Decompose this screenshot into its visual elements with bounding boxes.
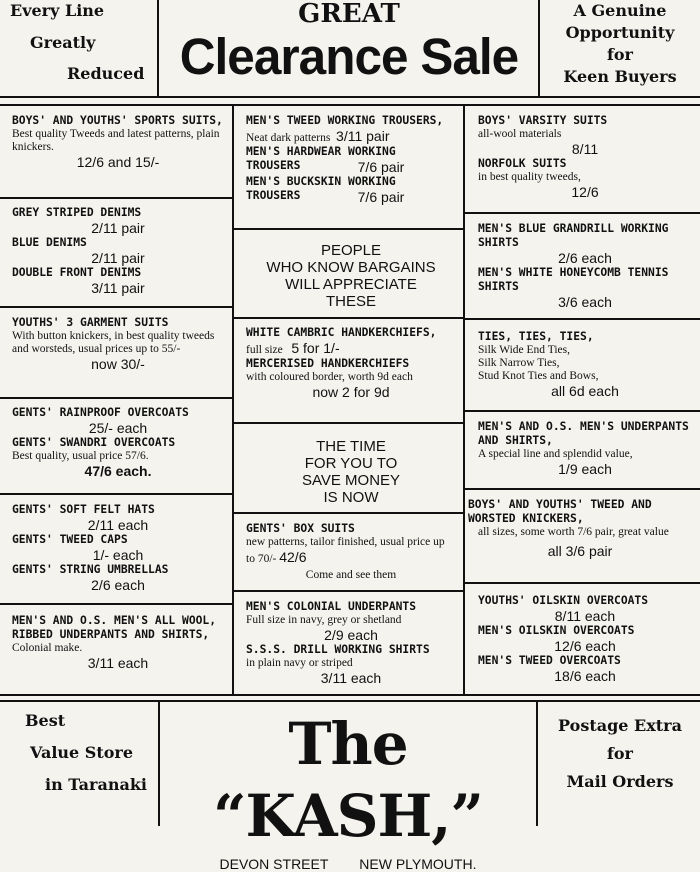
item-description: with coloured border, worth 9d each	[246, 371, 413, 383]
item-description: Colonial make.	[12, 642, 83, 654]
col2-rule	[232, 317, 464, 319]
oilskin-block	[468, 590, 698, 692]
col3-rule	[464, 488, 700, 490]
item-title: MEN'S COLONIAL UNDERPANTS	[246, 600, 417, 613]
item-title: MEN'S BLUE GRANDRILL WORKING SHIRTS	[478, 222, 669, 249]
item-price: 2/6 each	[91, 577, 145, 593]
time-callout	[236, 434, 462, 510]
title-part: 3 GARMENT SUITS	[59, 316, 169, 329]
callout-line: WILL APPRECIATE	[285, 276, 417, 293]
item-price: 47/6 each.	[84, 463, 152, 479]
item-title: GENTS' SOFT FELT HATS	[12, 503, 155, 516]
slogan-line: Value Store	[30, 743, 133, 762]
item-price: now 2 for 9d	[312, 384, 390, 400]
callout-line: FOR YOU TO	[304, 455, 398, 472]
slogan-line: in Taranaki	[45, 775, 147, 794]
callout-line: WHO KNOW BARGAINS	[266, 259, 436, 276]
header-title	[158, 0, 540, 86]
col2-rule	[232, 228, 464, 230]
item-note: Come and see them	[305, 569, 397, 581]
item-title: DOUBLE FRONT DENIMS	[12, 266, 142, 279]
item-price: 1/- each	[92, 547, 144, 563]
box-suits-block	[236, 518, 462, 590]
item-title: MEN'S AND O.S. MEN'S UNDERPANTS AND SHIRTS,	[478, 420, 689, 447]
item-price: 18/6 each	[554, 668, 616, 684]
store-name-panel	[160, 708, 536, 872]
item-line	[246, 340, 456, 357]
item-description: all sizes, some worth 7/6 pair, great value	[478, 526, 669, 538]
item-description: With button knickers, in best quality tweeds and worsteds, usual prices up to 55/-	[12, 330, 215, 355]
store-address	[160, 856, 536, 872]
item-price: 7/6 pair	[357, 159, 405, 175]
varsity-suits-block	[468, 110, 698, 210]
handkerchiefs-block	[236, 322, 462, 422]
item-price: 3/11 each	[87, 655, 149, 671]
callout-line: THE TIME	[316, 438, 386, 455]
note-line: Mail Orders	[566, 772, 674, 791]
hats-block	[2, 499, 230, 603]
item-price: 8/11	[571, 141, 599, 157]
item-price: 2/11 pair	[91, 250, 145, 266]
wool-underpants-block	[2, 610, 230, 694]
item-price: 7/6 pair	[357, 189, 405, 205]
col2-rule	[232, 512, 464, 514]
item-title: MEN'S WHITE HONEYCOMB TENNIS SHIRTS	[478, 266, 669, 293]
item-price: 1/9 each	[558, 461, 612, 477]
footer-left-slogan	[5, 712, 155, 794]
body-bottom-rule	[0, 694, 700, 696]
header-left-slogan	[10, 2, 160, 83]
item-price: 3/11 each	[320, 670, 382, 686]
item-title: S.S.S. DRILL WORKING SHIRTS	[246, 643, 430, 656]
item-description: Neat dark patterns	[246, 132, 331, 144]
col3-rule	[464, 410, 700, 412]
item-description: Silk Wide End Ties,	[478, 344, 570, 356]
item-title: BOYS' AND YOUTHS' SPORTS SUITS,	[12, 114, 223, 127]
footer-divider-right	[536, 700, 538, 826]
item-title: YOUTHS' OILSKIN OVERCOATS	[478, 594, 649, 607]
item-price: all 3/6 pair	[547, 543, 613, 559]
item-price: 5 for 1/-	[291, 340, 340, 356]
column-divider-1	[232, 104, 234, 696]
item-title: MEN'S AND O.S. MEN'S ALL WOOL, RIBBED UNDERPANTS AND SHIRTS,	[12, 614, 217, 641]
slogan-line: Keen Buyers	[563, 67, 677, 86]
item-price: 3/11 pair	[336, 128, 390, 144]
item-line	[246, 128, 456, 145]
sports-suits-block	[2, 110, 230, 196]
street-name: DEVON STREET	[219, 856, 329, 872]
title-part: YOUTHS'	[12, 316, 60, 329]
item-price: 25/- each	[88, 420, 148, 436]
header-rule	[0, 96, 700, 98]
great-label: GREAT	[298, 0, 400, 29]
item-title: BOYS' AND YOUTHS' TWEED AND WORSTED KNICKERS,	[468, 498, 652, 525]
body-top-rule	[0, 104, 700, 106]
denims-block	[2, 202, 230, 306]
footer-right-note	[540, 712, 700, 796]
footer-top-rule	[0, 700, 700, 702]
ties-block	[468, 326, 698, 410]
item-title: WHITE CAMBRIC HANDKERCHIEFS,	[246, 326, 437, 339]
people-callout	[236, 238, 462, 316]
store-name: The “KASH,”	[213, 710, 483, 850]
col3-rule	[464, 318, 700, 320]
slogan-line: for	[607, 45, 633, 64]
item-title: MEN'S BUCKSKIN WORKING TROUSERS	[246, 175, 396, 202]
overcoats-block	[2, 402, 230, 492]
item-price: 2/11 each	[87, 517, 149, 533]
col1-rule	[0, 603, 232, 605]
item-title: MEN'S TWEED OVERCOATS	[478, 654, 621, 667]
item-description: in best quality tweeds,	[478, 171, 581, 183]
item-title: MEN'S TWEED WORKING TROUSERS,	[246, 114, 444, 127]
item-description: new patterns, tailor finished, usual price up to 70/-	[246, 536, 445, 565]
item-description: Silk Narrow Ties,	[478, 357, 560, 369]
item-title: NORFOLK SUITS	[478, 157, 567, 170]
slogan-line: Opportunity	[565, 23, 675, 42]
note-line: for	[607, 744, 633, 763]
item-title: GENTS' BOX SUITS	[246, 522, 355, 535]
item-title: MERCERISED HANDKERCHIEFS	[246, 357, 410, 370]
col1-rule	[0, 493, 232, 495]
item-title	[12, 316, 224, 330]
slogan-line: Best	[25, 711, 66, 730]
col3-rule	[464, 212, 700, 214]
col1-rule	[0, 306, 232, 308]
item-title: BLUE DENIMS	[12, 236, 87, 249]
item-price: 42/6	[279, 549, 307, 565]
item-description: Stud Knot Ties and Bows,	[478, 370, 599, 382]
column-divider-2	[463, 104, 465, 696]
slogan-line: Every Line	[10, 1, 105, 20]
item-price: 2/6 each	[558, 250, 612, 266]
col1-rule	[0, 197, 232, 199]
item-title: MEN'S HARDWEAR WORKING TROUSERS	[246, 145, 396, 172]
slogan-line: Greatly	[30, 32, 96, 52]
item-price: 2/9 each	[324, 627, 378, 643]
town-name: NEW PLYMOUTH.	[359, 856, 477, 872]
callout-line: PEOPLE	[320, 242, 382, 259]
item-title: MEN'S OILSKIN OVERCOATS	[478, 624, 635, 637]
item-description: Best quality, usual price 57/6.	[12, 450, 149, 462]
item-title: GENTS' RAINPROOF OVERCOATS	[12, 406, 189, 419]
callout-line: THESE	[325, 293, 376, 310]
item-price: 2/11 pair	[91, 220, 145, 236]
os-underpants-block	[468, 416, 698, 488]
slogan-line: A Genuine	[573, 1, 667, 20]
item-title: GENTS' STRING UMBRELLAS	[12, 563, 169, 576]
item-price: 12/6	[571, 184, 599, 200]
trousers-block	[236, 110, 462, 228]
youths-suits-block	[2, 312, 230, 396]
item-price: 3/11 pair	[91, 280, 145, 296]
item-title: GENTS' SWANDRI OVERCOATS	[12, 436, 176, 449]
knickers-block	[464, 494, 698, 580]
item-description: A special line and splendid value,	[478, 448, 633, 460]
item-description: all-wool materials	[478, 128, 562, 140]
item-price: 3/6 each	[558, 294, 612, 310]
item-title: TIES, TIES, TIES,	[478, 330, 594, 343]
item-price: now 30/-	[91, 356, 145, 372]
item-description: in plain navy or striped	[246, 657, 353, 669]
col1-rule	[0, 397, 232, 399]
clearance-sale-title: Clearance Sale	[179, 28, 519, 85]
note-line: Postage Extra	[558, 716, 682, 735]
item-price: all 6d each	[551, 383, 619, 399]
col3-rule	[464, 582, 700, 584]
item-title: GENTS' TWEED CAPS	[12, 533, 128, 546]
header-right-slogan	[540, 0, 700, 88]
item-title: BOYS' VARSITY SUITS	[478, 114, 608, 127]
item-description: full size	[246, 344, 283, 356]
slogan-line: Reduced	[67, 64, 145, 84]
colonial-underpants-block	[236, 596, 462, 692]
callout-line: IS NOW	[323, 489, 379, 506]
item-description: Full size in navy, grey or shetland	[246, 614, 402, 626]
item-price: 8/11 each	[554, 608, 616, 624]
item-title: GREY STRIPED DENIMS	[12, 206, 142, 219]
callout-line: SAVE MONEY	[301, 472, 401, 489]
col2-rule	[232, 590, 464, 592]
item-price: 12/6 and 15/-	[76, 154, 160, 170]
item-price: 12/6 each	[554, 638, 616, 654]
item-description: Best quality Tweeds and latest patterns, plain knickers.	[12, 128, 220, 153]
col2-rule	[232, 422, 464, 424]
grandrill-shirts-block	[468, 218, 698, 316]
item-line	[246, 536, 456, 566]
